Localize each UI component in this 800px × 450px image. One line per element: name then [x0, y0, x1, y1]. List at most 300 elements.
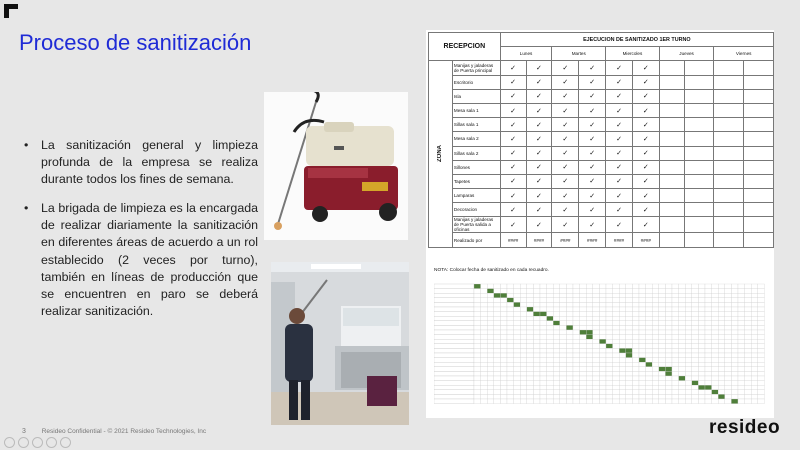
grid-cell: [573, 316, 580, 321]
grid-cell: [758, 390, 765, 395]
grid-cell: [632, 289, 639, 294]
grid-cell: [540, 284, 547, 289]
play-icon[interactable]: [4, 437, 15, 448]
grid-cell: [679, 289, 686, 294]
grid-cell: [507, 376, 514, 381]
grid-cell: [520, 367, 527, 372]
grid-cell: [745, 339, 752, 344]
grid-cell: [659, 284, 666, 289]
grid-cell: [639, 344, 646, 349]
grid-cell: [566, 367, 573, 372]
grid-cell: [573, 307, 580, 312]
grid-cell: [481, 284, 488, 289]
grid-cell: [665, 307, 672, 312]
grid-cell: [613, 321, 620, 326]
grid-cell: [494, 335, 501, 340]
grid-cell: [481, 302, 488, 307]
grid-cell: [481, 358, 488, 363]
grid-cell: [500, 289, 507, 294]
grid-cell: [586, 289, 593, 294]
check-cell: ✓: [606, 118, 633, 132]
check-cell: ✓: [579, 160, 606, 174]
grid-cell: [573, 358, 580, 363]
grid-cell: [560, 348, 567, 353]
grid-cell: [738, 316, 745, 321]
grid-cell: [646, 367, 653, 372]
grid-cell: [751, 325, 758, 330]
bullet-list: [22, 137, 258, 332]
grid-cell: [626, 284, 633, 289]
grid-cell: [547, 293, 554, 298]
grid-cell: [494, 376, 501, 381]
check-cell: ✓: [632, 146, 659, 160]
grid-cell: [718, 358, 725, 363]
grid-cell: [659, 381, 666, 386]
grid-cell: [731, 394, 738, 399]
check-cell: ✓: [606, 189, 633, 203]
grid-cell: [758, 293, 765, 298]
grid-cell: [494, 367, 501, 372]
grid-cell: [593, 339, 600, 344]
grid-cell: [619, 394, 626, 399]
grid-cell: [685, 339, 692, 344]
check-cell: ✓: [632, 89, 659, 103]
grid-cell: [639, 316, 646, 321]
grid-cell: [632, 348, 639, 353]
grid-cell: [586, 302, 593, 307]
grid-cell: [494, 330, 501, 335]
grid-cell: [580, 348, 587, 353]
grid-cell: [560, 385, 567, 390]
grid-filled-cell: [514, 302, 521, 307]
grid-cell: [646, 371, 653, 376]
more-icon[interactable]: [60, 437, 71, 448]
grid-cell: [712, 344, 719, 349]
grid-cell: [553, 399, 560, 404]
grid-cell: [593, 335, 600, 340]
grid-cell: [758, 381, 765, 386]
grid-cell: [606, 348, 613, 353]
grid-cell: [758, 394, 765, 399]
grid-cell: [738, 376, 745, 381]
grid-cell: [652, 307, 659, 312]
grid-cell: [560, 339, 567, 344]
check-cell: [744, 203, 774, 217]
grid-cell: [474, 293, 481, 298]
grid-cell: [738, 344, 745, 349]
grid-cell: [705, 348, 712, 353]
grid-cell: [685, 312, 692, 317]
grid-cell: [474, 399, 481, 404]
grid-cell: [685, 298, 692, 303]
check-cell: ✓: [500, 146, 526, 160]
grid-cell: [500, 371, 507, 376]
grid-cell: [632, 312, 639, 317]
grid-cell: [738, 358, 745, 363]
grid-cell: [718, 298, 725, 303]
check-cell: [684, 103, 714, 117]
grid-cell: [758, 362, 765, 367]
grid-cell: [738, 390, 745, 395]
grid-cell: [599, 362, 606, 367]
grid-cell: [500, 399, 507, 404]
grid-cell: [514, 348, 521, 353]
grid-cell: [679, 353, 686, 358]
check-cell: [714, 146, 744, 160]
grid-cell: [705, 390, 712, 395]
grid-cell: [751, 339, 758, 344]
grid-cell: [646, 381, 653, 386]
grid-cell: [679, 381, 686, 386]
grid-icon[interactable]: [32, 437, 43, 448]
grid-cell: [481, 321, 488, 326]
grid-cell: [731, 307, 738, 312]
grid-cell: [606, 390, 613, 395]
grid-cell: [580, 298, 587, 303]
grid-cell: [751, 385, 758, 390]
grid-cell: [685, 316, 692, 321]
grid-cell: [487, 371, 494, 376]
grid-cell: [520, 358, 527, 363]
grid-cell: [560, 330, 567, 335]
realizado-label: Realizado por: [452, 233, 500, 247]
grid-cell: [573, 353, 580, 358]
check-cell: ✓: [606, 174, 633, 188]
grid-cell: [580, 316, 587, 321]
grid-cell: [494, 307, 501, 312]
grid-cell: [487, 339, 494, 344]
grid-cell: [613, 312, 620, 317]
grid-cell: [692, 330, 699, 335]
grid-cell: [652, 371, 659, 376]
grid-cell: [474, 316, 481, 321]
grid-cell: [527, 394, 534, 399]
search-icon[interactable]: [46, 437, 57, 448]
realizado-cell: ####: [500, 233, 526, 247]
grid-cell: [692, 348, 699, 353]
grid-cell: [474, 376, 481, 381]
grid-cell: [520, 353, 527, 358]
grid-cell: [745, 316, 752, 321]
grid-cell: [586, 353, 593, 358]
grid-cell: [553, 335, 560, 340]
grid-cell: [731, 284, 738, 289]
grid-cell: [659, 312, 666, 317]
grid-cell: [487, 312, 494, 317]
grid-cell: [738, 307, 745, 312]
grid-cell: [606, 367, 613, 372]
schedule-row: [429, 103, 774, 117]
grid-cell: [672, 399, 679, 404]
grid-cell: [613, 316, 620, 321]
grid-cell: [580, 358, 587, 363]
check-cell: [714, 174, 744, 188]
grid-filled-cell: [533, 312, 540, 317]
grid-cell: [619, 381, 626, 386]
grid-cell: [679, 358, 686, 363]
grid-filled-cell: [679, 376, 686, 381]
grid-cell: [500, 381, 507, 386]
grid-cell: [494, 302, 501, 307]
grid-filled-cell: [547, 316, 554, 321]
area-label: Sillones: [452, 160, 500, 174]
grid-cell: [685, 353, 692, 358]
grid-cell: [745, 307, 752, 312]
grid-cell: [619, 385, 626, 390]
check-cell: ✓: [632, 132, 659, 146]
area-label: Lamparas: [452, 189, 500, 203]
check-cell: ✓: [552, 103, 579, 117]
grid-cell: [626, 385, 633, 390]
grid-cell: [646, 289, 653, 294]
grid-row-label: [434, 312, 474, 317]
grid-row-label: [434, 353, 474, 358]
grid-cell: [586, 390, 593, 395]
grid-cell: [520, 376, 527, 381]
grid-cell: [527, 381, 534, 386]
grid-cell: [500, 330, 507, 335]
grid-cell: [652, 353, 659, 358]
check-cell: ✓: [526, 61, 552, 75]
grid-cell: [731, 339, 738, 344]
grid-cell: [560, 307, 567, 312]
grid-cell: [566, 362, 573, 367]
grid-cell: [599, 358, 606, 363]
grid-cell: [751, 316, 758, 321]
grid-cell: [533, 390, 540, 395]
grid-cell: [725, 394, 732, 399]
grid-cell: [606, 399, 613, 404]
grid-cell: [718, 307, 725, 312]
grid-cell: [718, 289, 725, 294]
grid-cell: [586, 312, 593, 317]
grid-cell: [494, 321, 501, 326]
check-cell: [714, 89, 744, 103]
grid-cell: [500, 362, 507, 367]
grid-cell: [494, 385, 501, 390]
grid-cell: [685, 330, 692, 335]
grid-cell: [593, 381, 600, 386]
grid-cell: [514, 330, 521, 335]
grid-cell: [652, 390, 659, 395]
grid-cell: [487, 298, 494, 303]
grid-cell: [573, 312, 580, 317]
grid-cell: [599, 394, 606, 399]
grid-cell: [599, 390, 606, 395]
grid-cell: [527, 330, 534, 335]
grid-cell: [481, 353, 488, 358]
grid-cell: [580, 293, 587, 298]
grid-cell: [613, 289, 620, 294]
grid-cell: [507, 284, 514, 289]
grid-cell: [646, 335, 653, 340]
grid-cell: [481, 348, 488, 353]
grid-cell: [566, 385, 573, 390]
grid-cell: [474, 325, 481, 330]
grid-cell: [712, 289, 719, 294]
grid-cell: [566, 307, 573, 312]
grid-cell: [599, 284, 606, 289]
check-cell: ✓: [500, 61, 526, 75]
zone-label-text: ZONA: [437, 145, 444, 162]
grid-cell: [712, 284, 719, 289]
grid-cell: [520, 394, 527, 399]
grid-cell: [481, 376, 488, 381]
grid-cell: [580, 302, 587, 307]
grid-cell: [626, 298, 633, 303]
grid-cell: [593, 371, 600, 376]
grid-cell: [613, 394, 620, 399]
grid-cell: [613, 339, 620, 344]
grid-cell: [632, 316, 639, 321]
grid-cell: [652, 298, 659, 303]
grid-cell: [731, 381, 738, 386]
grid-cell: [520, 335, 527, 340]
grid-cell: [758, 348, 765, 353]
grid-cell: [606, 339, 613, 344]
check-cell: ✓: [500, 174, 526, 188]
grid-cell: [665, 385, 672, 390]
grid-cell: [527, 344, 534, 349]
grid-cell: [606, 376, 613, 381]
grid-cell: [659, 390, 666, 395]
grid-cell: [632, 293, 639, 298]
grid-cell: [566, 353, 573, 358]
grid-cell: [547, 367, 554, 372]
check-cell: ✓: [552, 217, 579, 233]
grid-cell: [619, 321, 626, 326]
grid-cell: [646, 293, 653, 298]
grid-cell: [540, 390, 547, 395]
grid-cell: [500, 312, 507, 317]
grid-cell: [527, 376, 534, 381]
grid-cell: [547, 358, 554, 363]
grid-cell: [481, 390, 488, 395]
grid-cell: [619, 344, 626, 349]
grid-cell: [731, 362, 738, 367]
grid-cell: [659, 316, 666, 321]
grid-cell: [560, 298, 567, 303]
grid-cell: [494, 353, 501, 358]
grid-cell: [593, 344, 600, 349]
grid-cell: [560, 289, 567, 294]
grid-cell: [613, 362, 620, 367]
grid-cell: [520, 339, 527, 344]
grid-cell: [685, 399, 692, 404]
grid-cell: [692, 293, 699, 298]
grid-cell: [606, 325, 613, 330]
grid-cell: [698, 302, 705, 307]
grid-cell: [659, 330, 666, 335]
grid-cell: [481, 298, 488, 303]
grid-cell: [705, 376, 712, 381]
grid-cell: [626, 390, 633, 395]
grid-cell: [619, 371, 626, 376]
grid-cell: [527, 298, 534, 303]
grid-cell: [745, 376, 752, 381]
grid-cell: [599, 348, 606, 353]
grid-cell: [566, 381, 573, 386]
grid-cell: [646, 385, 653, 390]
grid-cell: [540, 394, 547, 399]
grid-cell: [481, 362, 488, 367]
grid-cell: [718, 376, 725, 381]
grid-cell: [527, 399, 534, 404]
grid-cell: [593, 394, 600, 399]
grid-cell: [646, 302, 653, 307]
grid-cell: [731, 321, 738, 326]
grid-cell: [507, 381, 514, 386]
grid-row-label: [434, 376, 474, 381]
grid-cell: [560, 358, 567, 363]
grid-cell: [652, 399, 659, 404]
grid-cell: [672, 348, 679, 353]
check-cell: ✓: [579, 61, 606, 75]
grid-cell: [692, 353, 699, 358]
grid-cell: [619, 298, 626, 303]
grid-cell: [751, 348, 758, 353]
grid-cell: [745, 348, 752, 353]
grid-cell: [665, 330, 672, 335]
grid-cell: [646, 307, 653, 312]
grid-cell: [626, 312, 633, 317]
grid-cell: [626, 293, 633, 298]
grid-cell: [487, 344, 494, 349]
check-cell: [744, 132, 774, 146]
grid-cell: [586, 284, 593, 289]
grid-cell: [560, 316, 567, 321]
grid-cell: [725, 381, 732, 386]
check-cell: ✓: [632, 217, 659, 233]
grid-cell: [481, 307, 488, 312]
grid-cell: [547, 284, 554, 289]
check-cell: ✓: [526, 89, 552, 103]
grid-cell: [494, 394, 501, 399]
grid-cell: [725, 371, 732, 376]
grid-cell: [573, 399, 580, 404]
grid-cell: [514, 371, 521, 376]
grid-cell: [738, 289, 745, 294]
grid-cell: [580, 376, 587, 381]
grid-filled-cell: [619, 348, 626, 353]
grid-cell: [500, 390, 507, 395]
grid-cell: [712, 330, 719, 335]
grid-cell: [619, 289, 626, 294]
grid-cell: [487, 325, 494, 330]
grid-cell: [474, 367, 481, 372]
grid-cell: [705, 302, 712, 307]
grid-cell: [712, 293, 719, 298]
grid-cell: [553, 307, 560, 312]
grid-cell: [619, 367, 626, 372]
grid-cell: [632, 353, 639, 358]
grid-cell: [553, 330, 560, 335]
grid-cell: [520, 298, 527, 303]
grid-cell: [679, 371, 686, 376]
grid-cell: [586, 394, 593, 399]
grid-cell: [632, 362, 639, 367]
grid-cell: [652, 362, 659, 367]
pen-icon[interactable]: [18, 437, 29, 448]
grid-cell: [731, 376, 738, 381]
grid-cell: [560, 321, 567, 326]
grid-cell: [718, 284, 725, 289]
grid-cell: [514, 362, 521, 367]
grid-cell: [481, 367, 488, 372]
grid-cell: [646, 353, 653, 358]
check-cell: ✓: [579, 103, 606, 117]
grid-cell: [527, 371, 534, 376]
